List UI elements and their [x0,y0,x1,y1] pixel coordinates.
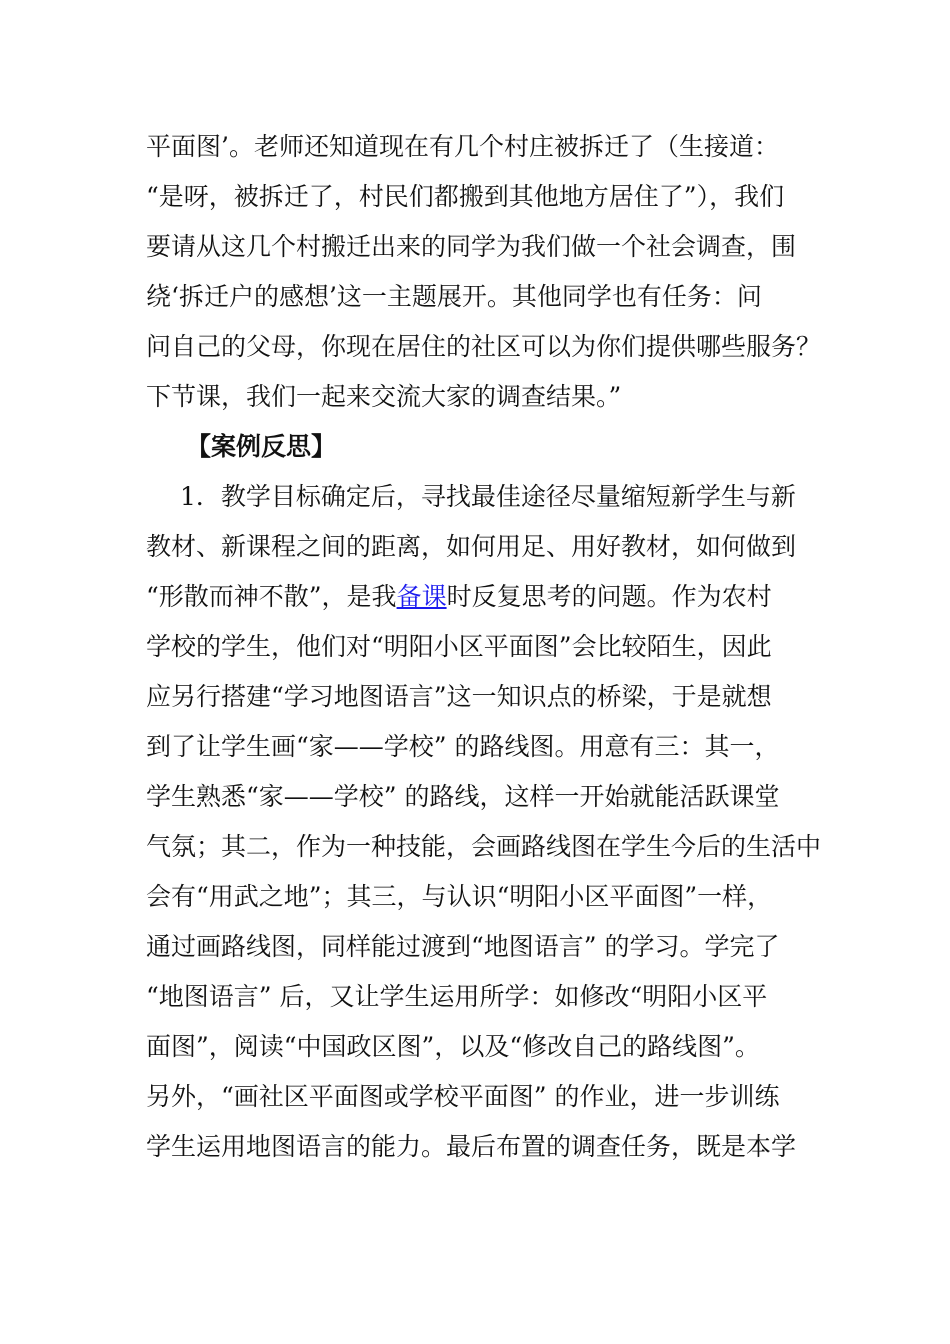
paragraph-text: “形散而神不散”，是我 [146,582,397,611]
paragraph-line: 应另行搭建“学习地图语言”这一知识点的桥梁，于是就想 [146,682,772,711]
paragraph-line: 1．教学目标确定后，寻找最佳途径尽量缩短新学生与新 [180,482,796,511]
paragraph-line: 要请从这几个村搬迁出来的同学为我们做一个社会调查，围 [146,232,797,261]
paragraph-line: 学校的学生，他们对“明阳小区平面图”会比较陌生，因此 [146,632,772,661]
paragraph-line: 绕‘拆迁户的感想’这一主题展开。其他同学也有任务：问 [146,282,762,311]
paragraph-line: 学生运用地图语言的能力。最后布置的调查任务，既是本学 [146,1132,797,1161]
paragraph-line: 面图”，阅读“中国政区图”，以及“修改自己的路线图”。 [146,1032,760,1061]
paragraph-line: 下节课，我们一起来交流大家的调查结果。” [146,382,622,411]
paragraph-line: 另外，“画社区平面图或学校平面图” 的作业，进一步训练 [146,1082,780,1111]
paragraph-line: 学生熟悉“家——学校” 的路线，这样一开始就能活跃课堂 [146,782,780,811]
paragraph-line: 平面图’。老师还知道现在有几个村庄被拆迁了（生接道： [146,132,779,161]
section-heading: 【案例反思】 [186,432,337,461]
paragraph-line: 到了让学生画“家——学校” 的路线图。用意有三：其一， [146,732,780,761]
paragraph-line-with-link [146,582,772,612]
paragraph-line: 通过画路线图，同样能过渡到“地图语言” 的学习。学完了 [146,932,780,961]
paragraph-line: “是呀，被拆迁了，村民们都搬到其他地方居住了”），我们 [146,182,785,211]
paragraph-line: 教材、新课程之间的距离，如何用足、用好教材，如何做到 [146,532,797,561]
paragraph-line: 会有“用武之地”；其三，与认识“明阳小区平面图”一样， [146,882,773,911]
paragraph-line: “地图语言” 后，又让学生运用所学：如修改“明阳小区平 [146,982,768,1011]
paragraph-line: 问自己的父母，你现在居住的社区可以为你们提供哪些服务？ [146,332,822,361]
paragraph-line: 气氛；其二，作为一种技能，会画路线图在学生今后的生活中 [146,832,822,861]
paragraph-text: 时反复思考的问题。作为农村 [446,582,772,611]
lesson-prep-link[interactable]: 备课 [396,582,447,611]
